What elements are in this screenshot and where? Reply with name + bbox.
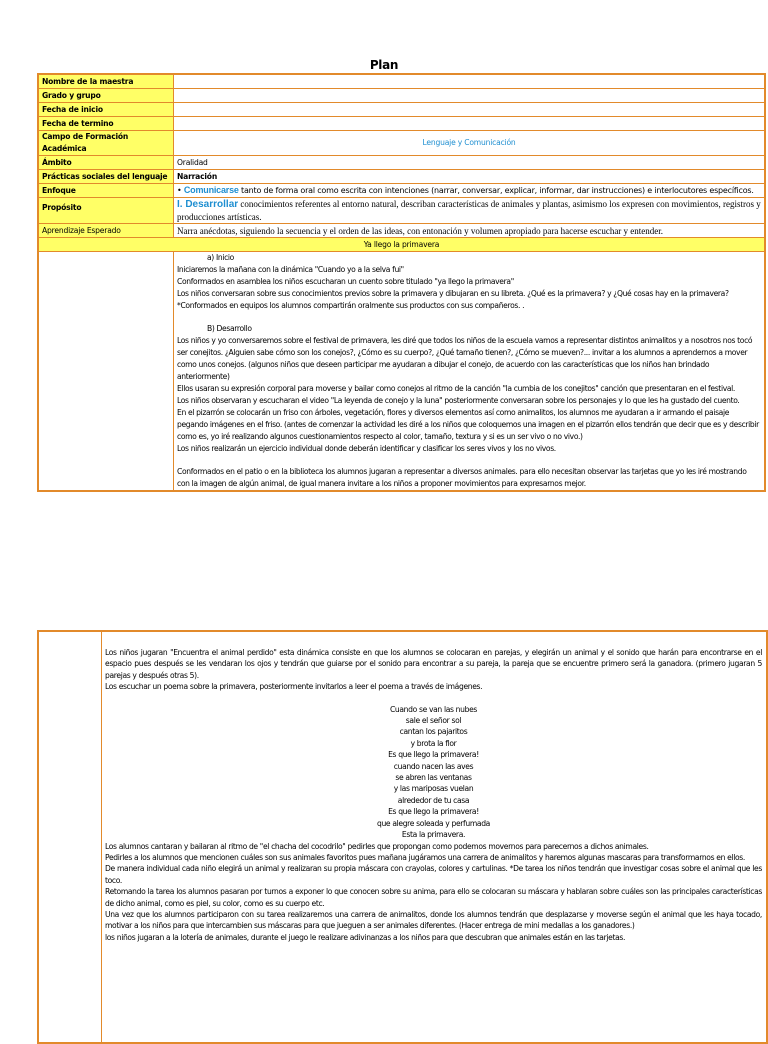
inicio-heading: a) Inicio [207,253,234,262]
field-row [38,131,765,156]
field-row [38,89,765,103]
field-row [38,117,765,131]
field-value [174,89,766,103]
plan-table [37,73,766,492]
enfoque-label: Enfoque [38,184,174,198]
activity-content-row [38,252,765,492]
page2-after-line: Retomando la tarea los alumnos pasaran por turnos a exponer lo que conocen sobre su anima, para ello se colocaran su máscara y hablaran sobre cuáles son las principales características de dicho animal, como es piel, su color, como es su cuerpo etc. [105,887,762,908]
inicio-line: *Conformados en equipos los alumnos compartirán oralmente sus productos con sus compañeros. . [177,301,525,310]
field-value: Oralidad [174,156,766,170]
field-label: Grado y grupo [38,89,174,103]
proposito-row [38,198,765,224]
aprendizaje-label: Aprendizaje Esperado [38,224,174,238]
poem-line: cuando nacen las aves [393,761,474,771]
activity-content [174,252,766,492]
field-label: Ámbito [38,156,174,170]
field-row [38,74,765,89]
poem-line: Es que llego la primavera! [388,807,479,817]
page2-intro-line: Los escuchar un poema sobre la primavera, posteriormente invitarlos a leer el poema a través de imágenes. [105,682,483,692]
poem [105,704,762,841]
plan-fields [38,74,765,491]
document-title: Plan [369,58,399,72]
page2-box [37,630,768,1044]
proposito-value [174,198,766,224]
inicio-line: Conformados en asamblea los niños escucharan un cuento sobre titulado "ya llego la primavera" [177,277,514,286]
field-label: Campo de Formación Académica [38,131,174,156]
desarrollo-closing: Conformados en el patio o en la biblioteca los alumnos jugaran a representar a diversos animales. para ello necesitan observar las tarjetas que yo les iré mostrando con la imagen de algún animal, de igual manera invitare a los niños a proponer movimientos para expresarnos mejor. [177,467,747,488]
field-label: Fecha de termino [38,117,174,131]
enfoque-value [174,184,766,198]
desarrollo-line: Ellos usaran su expresión corporal para moverse y bailar como conejos al ritmo de la canción "la cumbia de los conejitos" canción que presentaran en el festival. [177,384,735,393]
poem-line: sale el señor sol [405,716,462,726]
poem-line: Es que llego la primavera! [388,750,479,760]
page2-after-line: Una vez que los alumnos participaron con su tarea realizaremos una carrera de animalitos, donde los alumnos tendrán que desplazarse y moverse según el animal que les haya tocado, motivar a los niños para que intercambien sus máscaras para que jueguen a ser animales diferentes. (Hacer entrega de mini medallas a los ganadores.) [105,909,762,931]
aprendizaje-value: Narra anécdotas, siguiendo la secuencia y el orden de las ideas, con entonación y volumen apropiado para hacerse escuchar y entender. [174,224,766,238]
poem-line: se abren las ventanas [395,773,472,783]
field-label: Prácticas sociales del lenguaje [38,170,174,184]
inicio-line: Iniciaremos la mañana con la dinámica "Cuando yo a la selva fui" [177,265,404,274]
inicio-line: Los niños conversaran sobre sus conocimientos previos sobre la primavera y dibujaran en su libreta. ¿Qué es la primavera? y ¿Qué cosas hay en la primavera? [177,289,729,298]
enfoque-row [38,184,765,198]
field-value [174,117,766,131]
activity-title: Ya llego la primavera [38,238,765,252]
desarrollo-line: En el pizarrón se colocarán un friso con árboles, vegetación, flores y diversos elementos así como animalitos, los alumnos me ayudaran a ir armando el paisaje pegando imágenes en el friso. (antes de comenzar la actividad les diré a los niños que coloquemos una imagen en el pizarrón ellos tendrán que decir que es y describir como es, yo iré realizando algunos cuestionamientos respecto al color, tamaño, textura y si es un ser vivo o no vivo.) [177,408,759,441]
activity-left-cell [38,252,174,492]
page2-after-line: los niños jugaran a la lotería de animales, durante el juego le realizare adivinanzas a los niños para que descubran que animales están en las tarjetas. [105,932,626,942]
field-value: Lenguaje y Comunicación [174,131,766,156]
desarrollo-line: Los niños observaran y escucharan el video "La leyenda de conejo y la luna" posteriormente conversaran sobre los personajes y lo que les ha gustado del cuento. [177,396,740,405]
poem-line: Cuando se van las nubes [389,704,478,714]
poem-line: y brota la flor [410,738,457,748]
field-value [174,74,766,89]
field-row [38,103,765,117]
page2-intro-line: Los niños jugaran "Encuentra el animal perdido" esta dinámica consiste en que los alumnos se colocaran en parejas, y elegirán un animal y el sonido que harán para encontrarse en el espacio pues después se les vendaran los ojos y tendrán que guiarse por el sonido para encontrar a su pareja, la pareja que se encuentre primero será la ganadora. (primero jugaran 5 parejas y después otras 5). [105,648,762,680]
activity-title-row [38,238,765,252]
enfoque-text: tanto de forma oral como escrita con intenciones (narrar, conversar, explicar, informar, dar instrucciones) e interlocutores específicos. [238,186,754,195]
field-value: Narración [174,170,766,184]
field-row [38,156,765,170]
desarrollo-heading: B) Desarrollo [207,324,252,333]
proposito-text: conocimientos referentes al entorno natural, describan características de animales y plantas, asimismo los expresen con movimientos, registros y producciones artísticas. [177,199,761,222]
desarrollo-line: Los niños realizarán un ejercicio individual donde deberán identificar y clasificar los seres vivos y los no vivos. [177,444,556,453]
field-row [38,170,765,184]
poem-line: que alegre soleada y perfumada [377,818,490,828]
field-value [174,103,766,117]
enfoque-keyword: Comunicarse [183,185,239,195]
desarrollo-line: Los niños y yo conversaremos sobre el festival de primavera, les diré que todos los niños de la escuela vamos a representar distintos animalitos y a nosotros nos tocó ser conejitos. ¿Alguien sabe cómo son los conejos?, ¿Cómo es su cuerpo?, ¿Qué tamaño tienen?, ¿Cómo se mueven?... invitar a los alumnos a aprendernos a mover como unos conejos. (algunos niños que deseen participar me ayudaran a dibujar el conejo, de acuerdo con las características que los niños han brindado anteriormente) [177,336,753,381]
page2-left-cell [39,632,102,1042]
page2-after-line: De manera individual cada niño elegirá un animal y realizaran su propia máscara con crayolas, colores y cartulinas. *De tarea los niños tendrán que investigar cosas sobre el animal que les toco. [105,864,762,885]
page2-after-line: Los alumnos cantaran y bailaran al ritmo de "el chacha del cocodrilo" pedirles que propongan como podemos movernos para parecernos a dichos animales. [105,841,649,851]
poem-line: cantan los pajaritos [399,727,468,737]
proposito-keyword: I. Desarrollar [177,199,239,210]
page2-content [105,647,762,943]
aprendizaje-row [38,224,765,238]
page2-after-line: Pedirles a los alumnos que mencionen cuáles son sus animales favoritos pues mañana jugáramos una carrera de animalitos y haremos algunas mascaras para transformarnos en ellos. [105,852,745,862]
poem-line: y las mariposas vuelan [393,784,474,794]
poem-line: Esta la primavera. [401,830,466,840]
field-label: Fecha de inicio [38,103,174,117]
bullet-icon: • [177,186,182,195]
proposito-label: Propósito [38,198,174,224]
field-label: Nombre de la maestra [38,74,174,89]
poem-line: alrededor de tu casa [397,795,470,805]
